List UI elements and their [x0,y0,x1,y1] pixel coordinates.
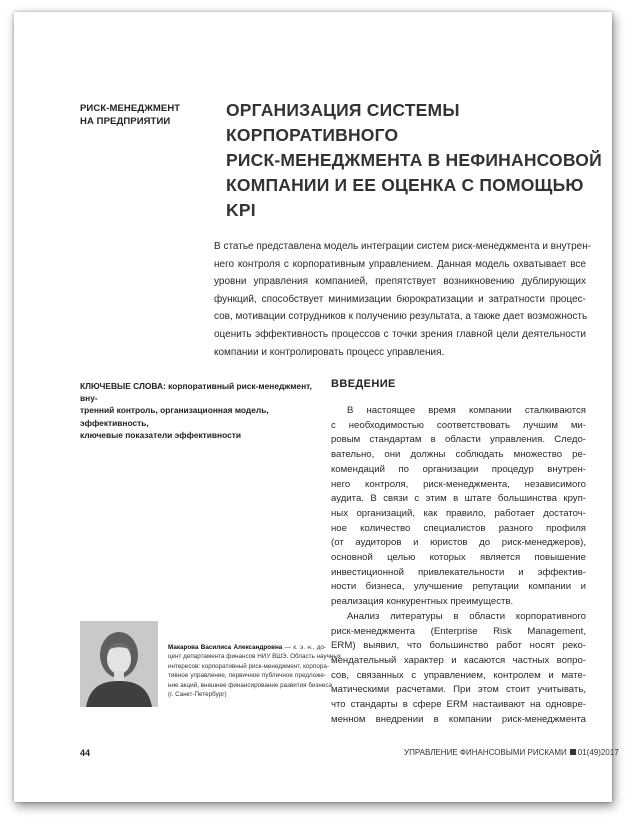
intro-heading: ВВЕДЕНИЕ [331,378,396,390]
bio-line: — к. э. н., до- [282,644,326,651]
body-line: вательно, они должны соблюдать множество ре- [331,449,586,461]
title-line: КОМПАНИИ И ЕЕ ОЦЕНКА С ПОМОЩЬЮ KPI [226,175,584,220]
keywords-line: КЛЮЧЕВЫЕ СЛОВА: корпоративный риск-менеджмент, вну- [80,381,312,404]
section-label-line: РИСК-МЕНЕДЖМЕНТ [80,103,181,114]
section-label [80,102,200,128]
author-portrait-icon [80,621,158,707]
body-line: него контроля, риск-менеджмента, независимого [331,478,586,490]
body-line: основной целью которых является повышение [331,552,586,564]
abstract-line: В статье представлена модель интеграции систем риск-менеджмента и внутрен- [214,241,592,252]
body-line: комендаций по организации процедур внутрен- [331,463,586,475]
abstract-line: компании и контролировать процесс управления. [214,346,445,358]
abstract-line: оценить эффективность процессов с точки зрения главной цели деятельности [214,328,586,340]
body-line: что стандарты в сфере ERM настаивают на одновре- [331,699,586,711]
keywords-line: тренний контроль, организационная модель, эффективность, [80,405,269,428]
author-bio [168,643,342,699]
title-line: ОРГАНИЗАЦИЯ СИСТЕМЫ КОРПОРАТИВНОГО [226,100,460,145]
body-line: ных организаций, как правило, работает достаточ- [331,507,586,519]
abstract [214,238,592,361]
body-line: В настоящее время компании сталкиваются [347,405,586,416]
body-line: менном внедрении в компании риск-менеджмента [331,713,586,725]
journal-footer [404,748,619,757]
abstract-line: сов, мотивации сотрудников к получению результата, а также дает возможность [214,311,588,323]
body-line: (от аудиторов и юристов до риск-менеджеров), [331,537,586,549]
body-line: ное количество специалистов разного профиля [331,522,586,534]
author-name: Макарова Василиса Александровна [168,644,283,651]
body-line: Анализ литературы в области корпоративного [347,610,586,622]
keywords-line: ключевые показатели эффективности [80,429,242,440]
bio-line: (г. Санкт-Петербург) [168,691,227,699]
section-label-line: НА ПРЕДПРИЯТИИ [80,116,171,127]
bio-line: интересов: корпоративный риск-менеджмент, корпора- [168,662,329,670]
page-number: 44 [80,748,91,758]
journal-name: УПРАВЛЕНИЕ ФИНАНСОВЫМИ РИСКАМИ [404,748,567,757]
bio-line: цент департамента финансов НИУ ВШЭ. Область научных [168,653,342,661]
body-line: инвестиционной привлекательности и эффектив- [331,566,586,578]
author-photo [80,621,158,707]
bio-line: ние акций, внешнее финансирование развития бизнеса [168,681,332,689]
journal-page [14,12,619,802]
body-line: с необходимостью соответствовать лучшим ми- [331,419,586,431]
body-line: риск-менеджмента (Enterprise Risk Management, [331,625,586,637]
intro-body [331,404,586,727]
body-line: ности бизнеса, улучшение репутации компании и [331,581,586,593]
journal-issue: 01(49)2017 [577,748,619,757]
body-line: ERM) выявил, что большинство работ носят реко- [331,640,586,652]
abstract-line: уровни управления компанией, препятствует возникновению дублирующих [214,276,586,288]
square-separator-icon [570,749,576,755]
title-line: РИСК-МЕНЕДЖМЕНТА В НЕФИНАНСОВОЙ [226,150,602,170]
article-title [226,98,606,223]
body-line: матическими расчетами. При этом стоит учитывать, [331,684,586,696]
abstract-line: функций, способствует минимизации бюрократизации и затратности процес- [214,293,586,305]
body-line: ровым стандартам в области управления. Следо- [331,434,586,446]
keywords [80,380,326,441]
body-line: реализация конкурентных преимуществ. [331,596,514,608]
body-line: мендательный характер и касаются частных вопро- [331,654,586,666]
body-line: сов, связанных с управлением, контролем и мате- [331,669,586,681]
abstract-line: него контроля с корпоративным управлением. Данная модель охватывает все [214,258,586,270]
bio-line: тивное управление, первичное публичное предложе- [168,672,326,680]
body-line: аудита. В связи с этим в штате большинства круп- [331,493,586,505]
